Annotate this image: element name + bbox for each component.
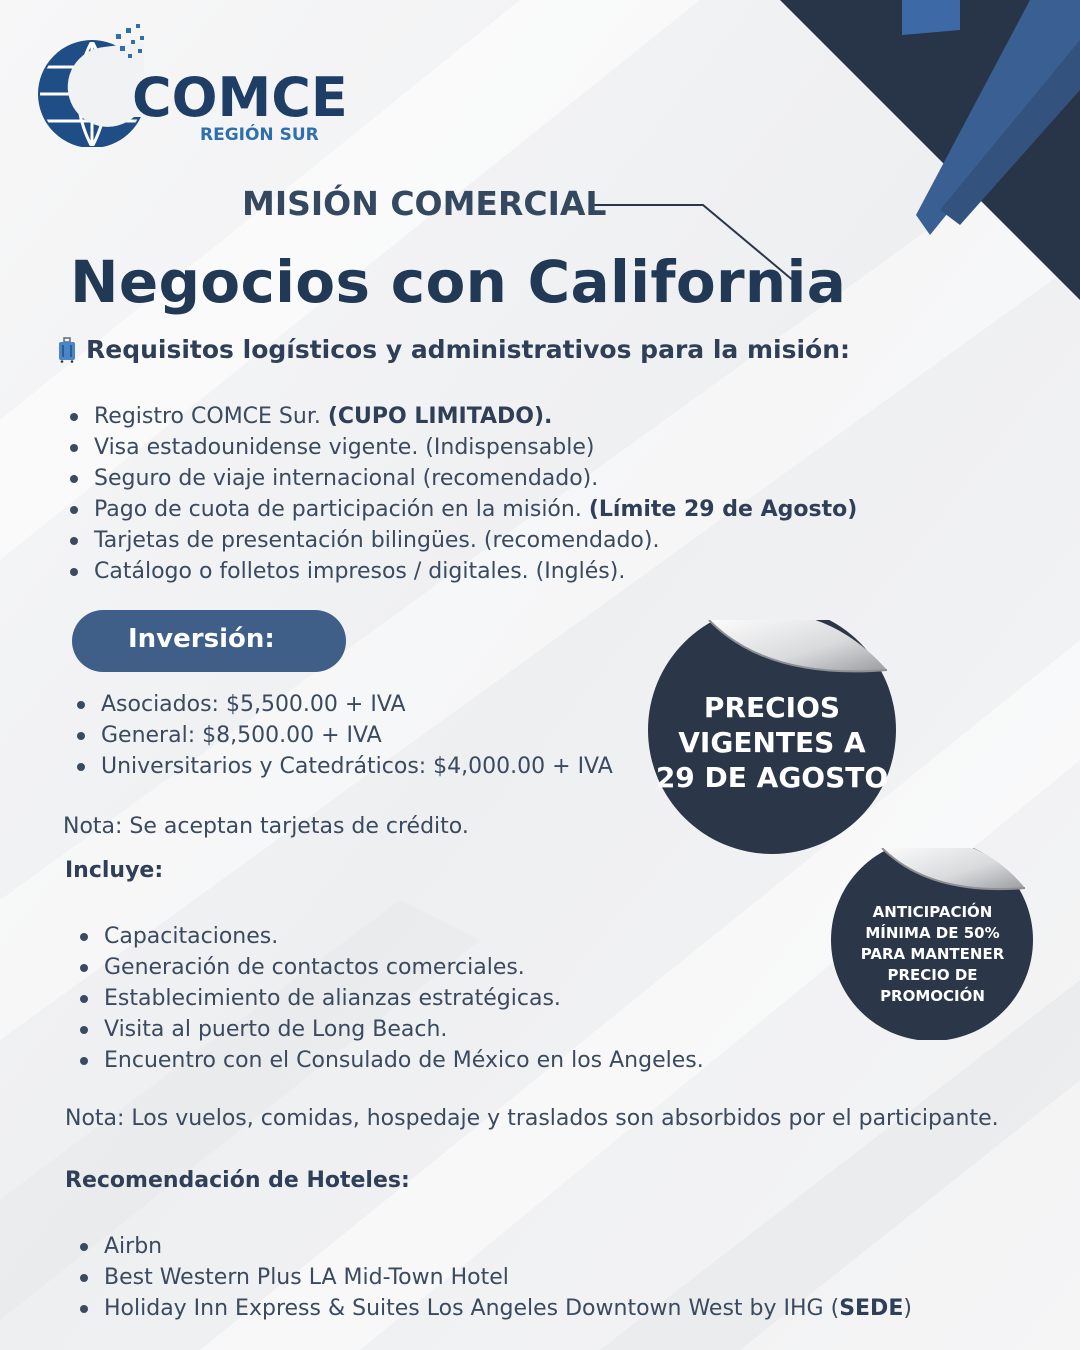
advance-line-1: ANTICIPACIÓN (872, 903, 993, 921)
list-item: Best Western Plus LA Mid-Town Hotel (76, 1262, 912, 1293)
advance-line-3: PARA MANTENER (860, 945, 1005, 963)
list-item: Establecimiento de alianzas estratégicas. (76, 983, 704, 1014)
advance-line-2: MÍNIMA DE 50% (865, 924, 1000, 942)
globe-icon (34, 22, 144, 147)
list-item: General: $8,500.00 + IVA (73, 720, 613, 751)
advance-line-4: PRECIO DE (887, 966, 978, 984)
page-title: Negocios con California (70, 248, 847, 316)
prices-line-2: VIGENTES A (678, 726, 866, 759)
prices-line-1: PRECIOS (703, 691, 841, 724)
prices-badge (647, 620, 897, 855)
prices-line-3: 29 DE AGOSTO (655, 761, 889, 794)
list-item: Visa estadounidense vigente. (Indispensable) (66, 432, 857, 463)
list-item: Pago de cuota de participación en la misión. (Límite 29 de Agosto) (66, 494, 857, 525)
mission-kicker: MISIÓN COMERCIAL (242, 184, 607, 223)
brand-region: REGIÓN SUR (200, 125, 319, 145)
list-item: Tarjetas de presentación bilingües. (recomendado). (66, 525, 857, 556)
expenses-note: Nota: Los vuelos, comidas, hospedaje y traslados son absorbidos por el participante. (65, 1106, 999, 1131)
includes-list (76, 921, 704, 1076)
comce-logo (34, 22, 348, 152)
hotels-list (76, 1231, 912, 1324)
brand-name: COMCE (132, 66, 348, 129)
payment-note: Nota: Se aceptan tarjetas de crédito. (63, 814, 469, 839)
advance-line-5: PROMOCIÓN (880, 987, 985, 1005)
list-item: Visita al puerto de Long Beach. (76, 1014, 704, 1045)
list-item: Registro COMCE Sur. (CUPO LIMITADO). (66, 401, 857, 432)
requirements-list (66, 401, 857, 587)
requirements-heading (58, 335, 850, 364)
investment-list (73, 689, 613, 782)
list-item: Seguro de viaje internacional (recomendado). (66, 463, 857, 494)
suitcase-icon (58, 337, 76, 363)
list-item: Catálogo o folletos impresos / digitales. (Inglés). (66, 556, 857, 587)
list-item: Generación de contactos comerciales. (76, 952, 704, 983)
includes-heading: Incluye: (65, 858, 164, 883)
list-item: Asociados: $5,500.00 + IVA (73, 689, 613, 720)
requirements-heading-text: Requisitos logísticos y administrativos para la misión: (86, 335, 851, 364)
list-item: Airbn (76, 1231, 912, 1262)
hotels-heading: Recomendación de Hoteles: (65, 1168, 410, 1193)
investment-pill (72, 610, 346, 672)
list-item: Universitarios y Catedráticos: $4,000.00 + IVA (73, 751, 613, 782)
list-item: Capacitaciones. (76, 921, 704, 952)
advance-payment-badge (830, 848, 1035, 1040)
list-item: Encuentro con el Consulado de México en los Angeles. (76, 1045, 704, 1076)
investment-label: Inversión: (128, 624, 275, 654)
list-item: Holiday Inn Express & Suites Los Angeles Downtown West by IHG (SEDE) (76, 1293, 912, 1324)
